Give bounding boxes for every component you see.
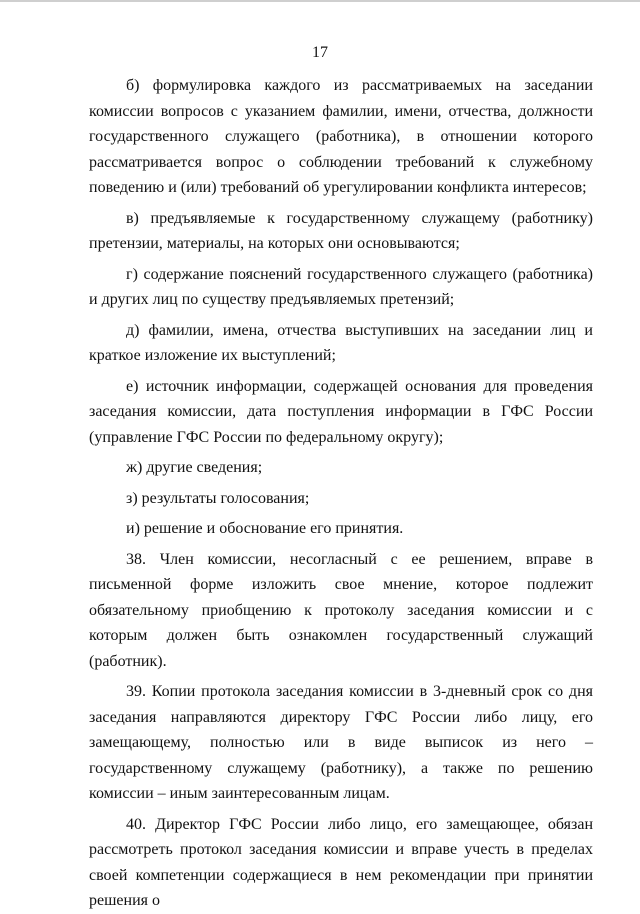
paragraph-39: 39. Копии протокола заседания комиссии в 3-дневный срок со дня заседания направляются директору ГФС России либо лицу, его замещающему, полностью или в виде выписок из него – государственному служащему (работнику), а также по решению комиссии – иным заинтересованным лицам.	[89, 683, 593, 802]
paragraph-e: е) источник информации, содержащей основания для проведения заседания комиссии, дата поступления информации в ГФС России (управление ГФС России по федеральному округу);	[89, 377, 593, 446]
paragraph-38: 38. Член комиссии, несогласный с ее решением, вправе в письменной форме изложить свое мнение, которое подлежит обязательному приобщению к протоколу заседания комиссии и с которым должен быть ознакомлен государственный служащий (работник).	[89, 550, 593, 670]
document-body	[89, 73, 593, 914]
paragraph-g: г) содержание пояснений государственного служащего (работника) и других лиц по существу предъявляемых претензий;	[89, 265, 593, 308]
page-number: 17	[312, 44, 328, 61]
paragraph-d: д) фамилии, имена, отчества выступивших на заседании лиц и краткое изложение их выступлений;	[89, 321, 593, 364]
paragraph-zh: ж) другие сведения;	[126, 459, 263, 476]
paragraph-b: б) формулировка каждого из рассматриваемых на заседании комиссии вопросов с указанием фамилии, имени, отчества, должности государственного служащего (работника), в отношении которого рассматривается вопрос о соблюдении требований к служебному поведению и (или) требований об урегулировании конфликта интересов;	[89, 77, 593, 196]
paragraph-40: 40. Директор ГФС России либо лицо, его замещающее, обязан рассмотреть протокол заседания комиссии и вправе учесть в пределах своей компетенции содержащиеся в нем рекомендации при принятии решения о	[89, 815, 593, 909]
page-top-edge	[0, 0, 640, 2]
paragraph-i: и) решение и обоснование его принятия.	[126, 520, 404, 537]
paragraph-v: в) предъявляемые к государственному служащему (работнику) претензии, материалы, на которых они основываются;	[89, 209, 593, 252]
paragraph-z: з) результаты голосования;	[126, 489, 310, 507]
